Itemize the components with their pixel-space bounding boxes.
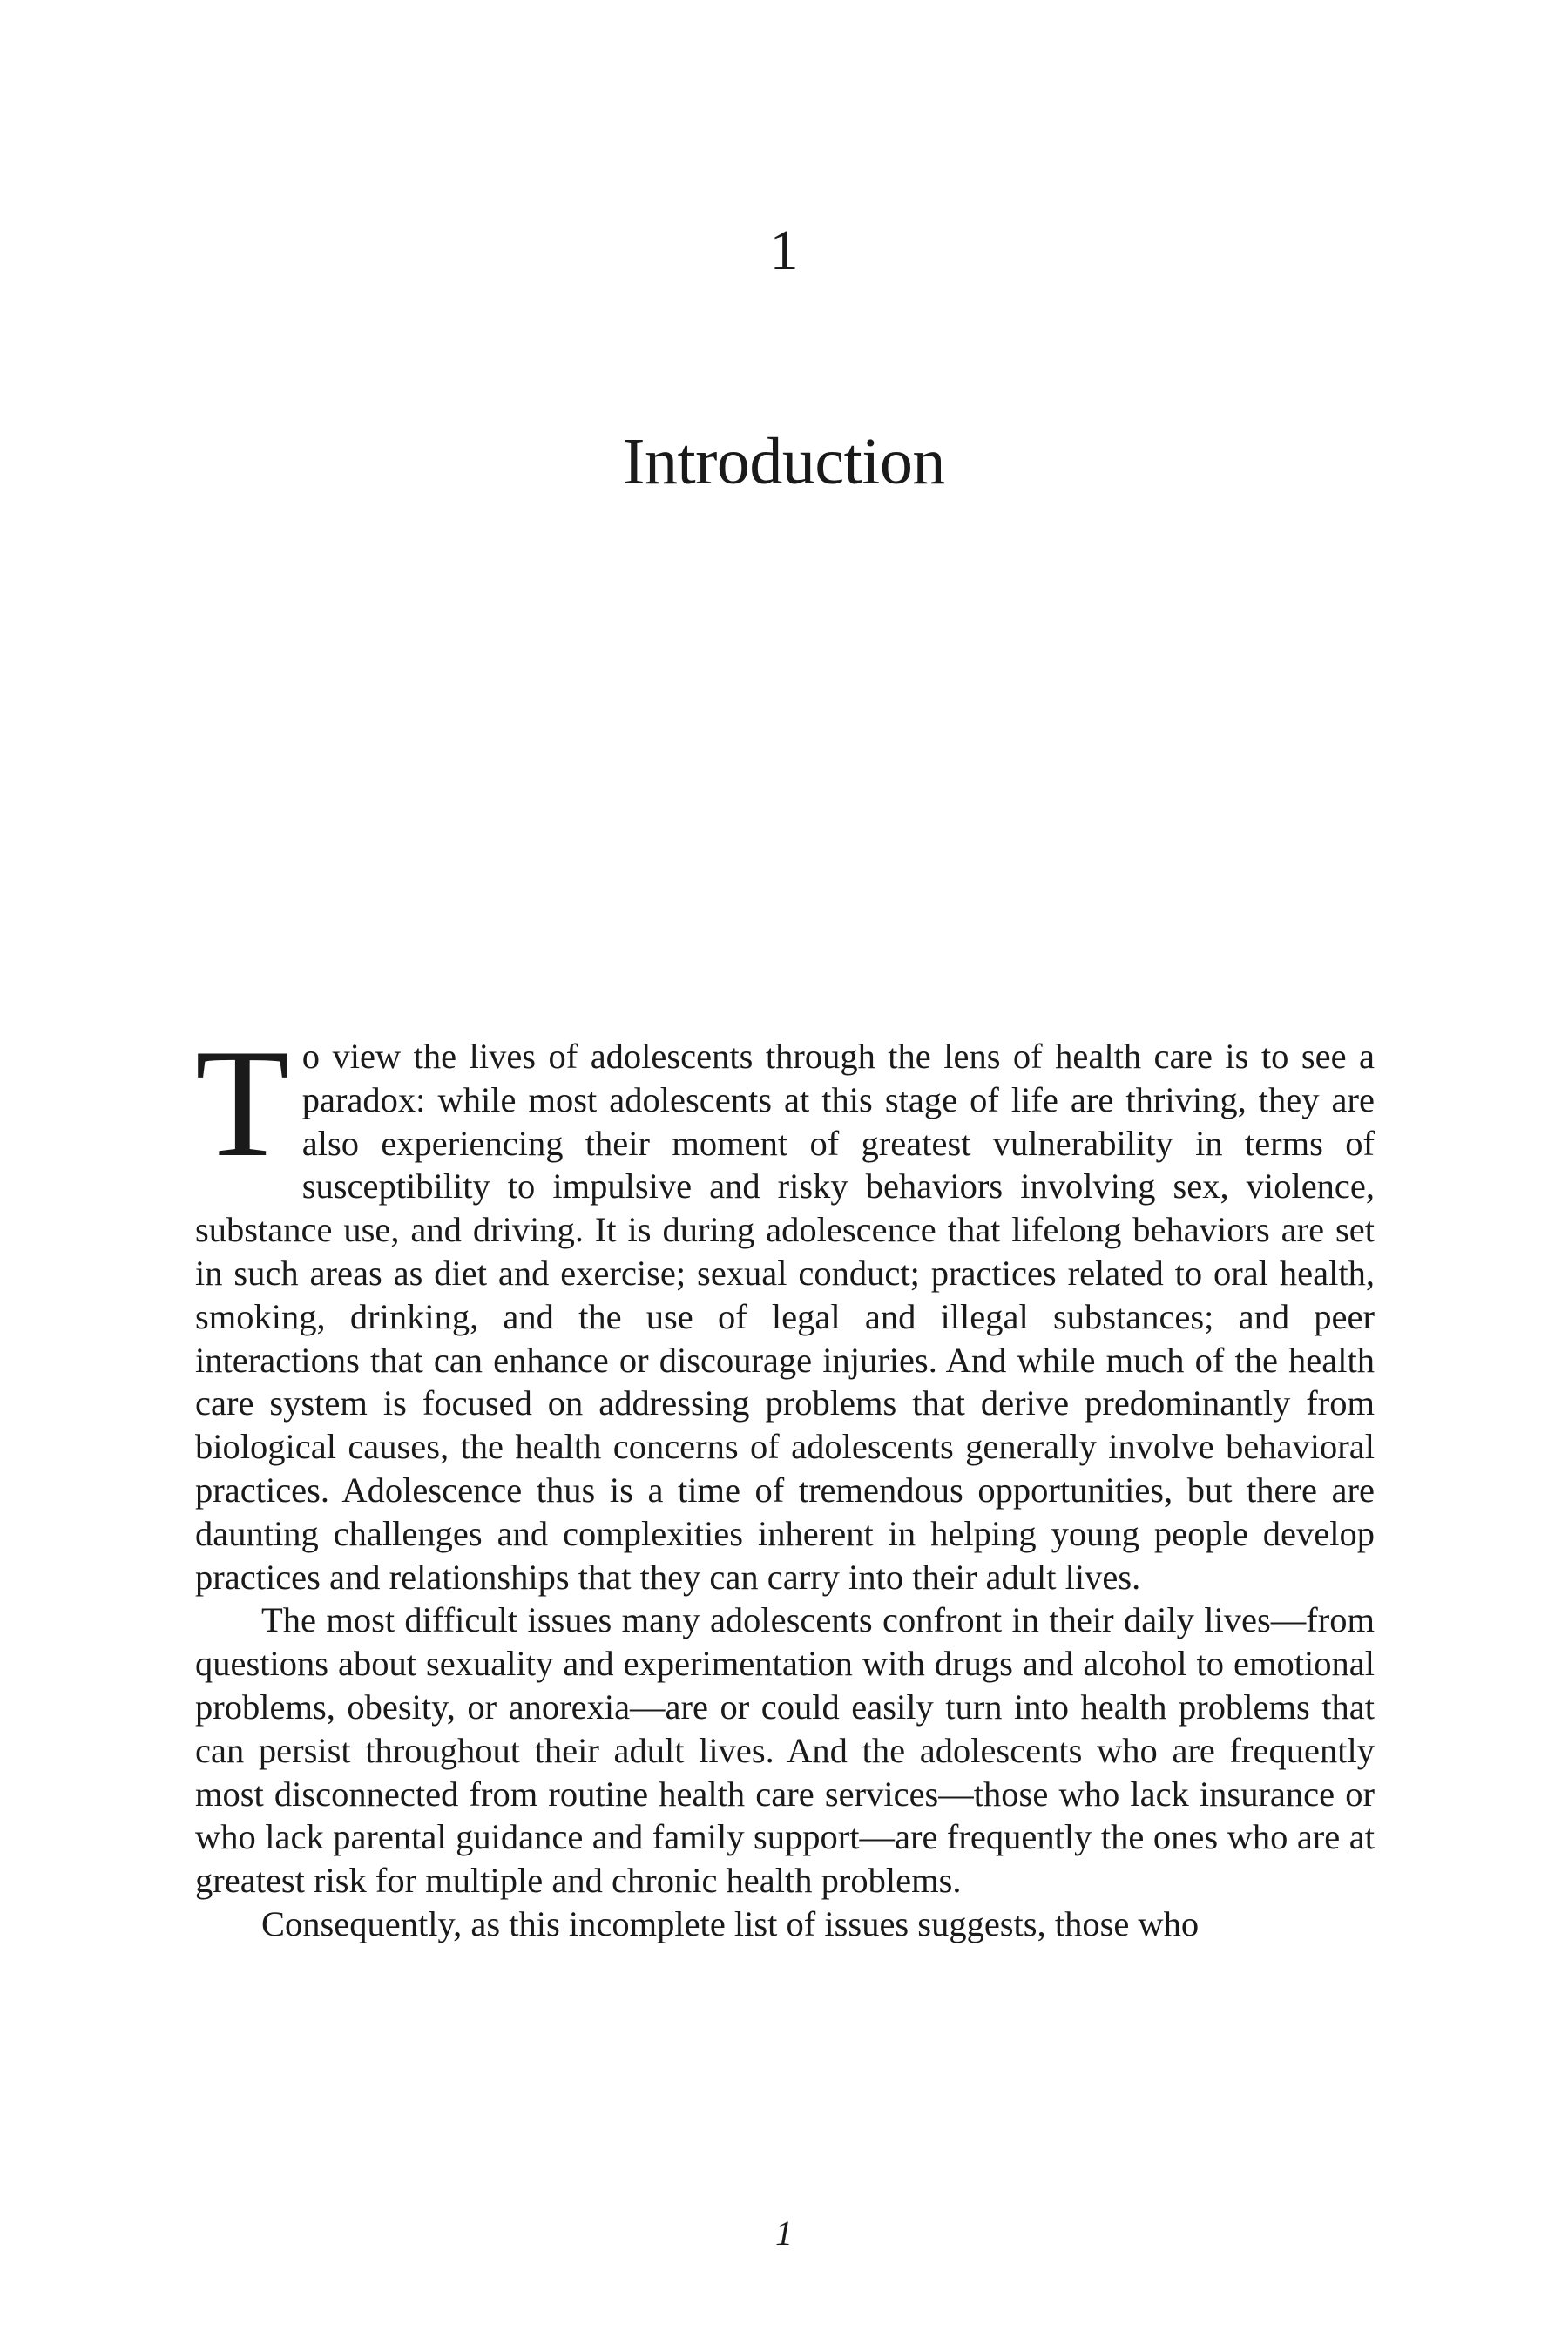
drop-cap: T bbox=[195, 1017, 290, 1189]
paragraph-2: The most difficult issues many adolescents confront in their daily lives—from questions about sexuality and experimentation with drugs and alcohol to emotional problems, obesity, or anorexia—are or could easily turn into health problems that can persist throughout their adult lives. And the adolescents who are frequently most disconnected from routine health care services—those who lack insurance or who lack parental guidance and family support—are frequently the ones who are at greatest risk for multiple and chronic health problems. bbox=[195, 1600, 1375, 1901]
chapter-number: 1 bbox=[769, 219, 799, 282]
body-text bbox=[195, 1017, 1375, 1946]
paragraph-1-text: o view the lives of adolescents through the lens of health care is to see a paradox: while most adolescents at this stage of life are thriving, they are also experiencing their moment of greatest vulnerability in terms of susceptibility to impulsive and risky behaviors involving sex, violence, substance use, and driving. It is during adolescence that lifelong behaviors are set in such areas as diet and exercise; sexual conduct; practices related to oral health, smoking, drinking, and the use of legal and illegal substances; and peer interactions that can enhance or discourage injuries. And while much of the health care system is focused on addressing problems that derive predominantly from biological causes, the health concerns of adolescents generally involve behavioral practices. Adolescence thus is a time of tremendous opportunities, but there are daunting challenges and complexities inherent in helping young people develop practices and relationships that they can carry into their adult lives. bbox=[195, 1037, 1375, 1597]
page-number: 1 bbox=[775, 2213, 793, 2253]
paragraph-1 bbox=[195, 1017, 1375, 1598]
paragraph-3: Consequently, as this incomplete list of issues suggests, those who bbox=[261, 1903, 1200, 1943]
chapter-title: Introduction bbox=[623, 425, 945, 498]
